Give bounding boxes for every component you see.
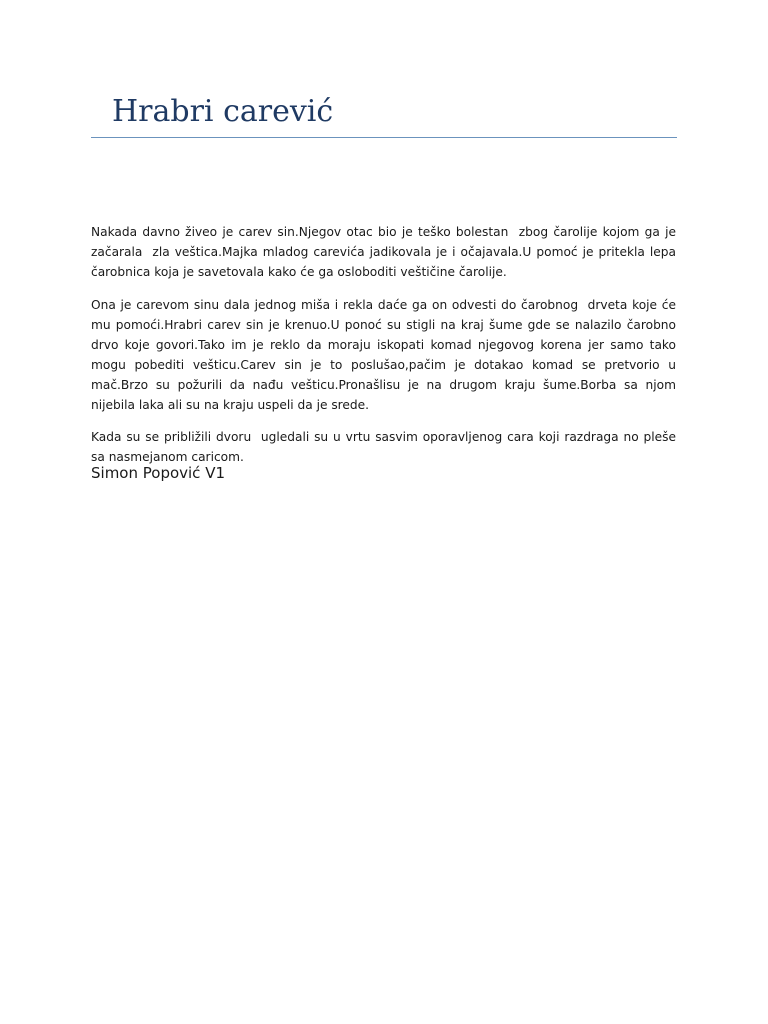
paragraph-3: Kada su se približili dvoru ugledali su u vrtu sasvim oporavljenog cara koji razdraga no pleše sa nasmejanom caricom.	[91, 430, 680, 465]
document-title: Hrabri carević	[112, 94, 334, 129]
title-underline-divider	[91, 137, 677, 138]
document-body	[91, 222, 680, 480]
author-signature: Simon Popović V1	[91, 464, 226, 482]
paragraph-2: Ona je carevom sinu dala jednog miša i rekla daće ga on odvesti do čarobnog drveta koje će mu pomoći.Hrabri carev sin je krenuo.U ponoć su stigli na kraj šume gde se nalazilo čarobno drvo koje govori.Tako im je reklo da moraju iskopati komad njegovog korena jer samo tako mogu pobediti vešticu.Carev sin je to poslušao,pačim je dotakao komad se pretvorio u mač.Brzo su požurili da nađu vešticu.Pronašlisu je na drugom kraju šume.Borba sa njom nijebila laka ali su na kraju uspeli da je srede.	[91, 297, 680, 412]
paragraph-1: Nakada davno živeo je carev sin.Njegov otac bio je teško bolestan zbog čarolije kojom ga je začarala zla veštica.Majka mladog carevića jadikovala je i očajavala.U pomoć je pritekla lepa čarobnica koja je savetovala kako će ga osloboditi veštičine čarolije.	[91, 225, 680, 279]
